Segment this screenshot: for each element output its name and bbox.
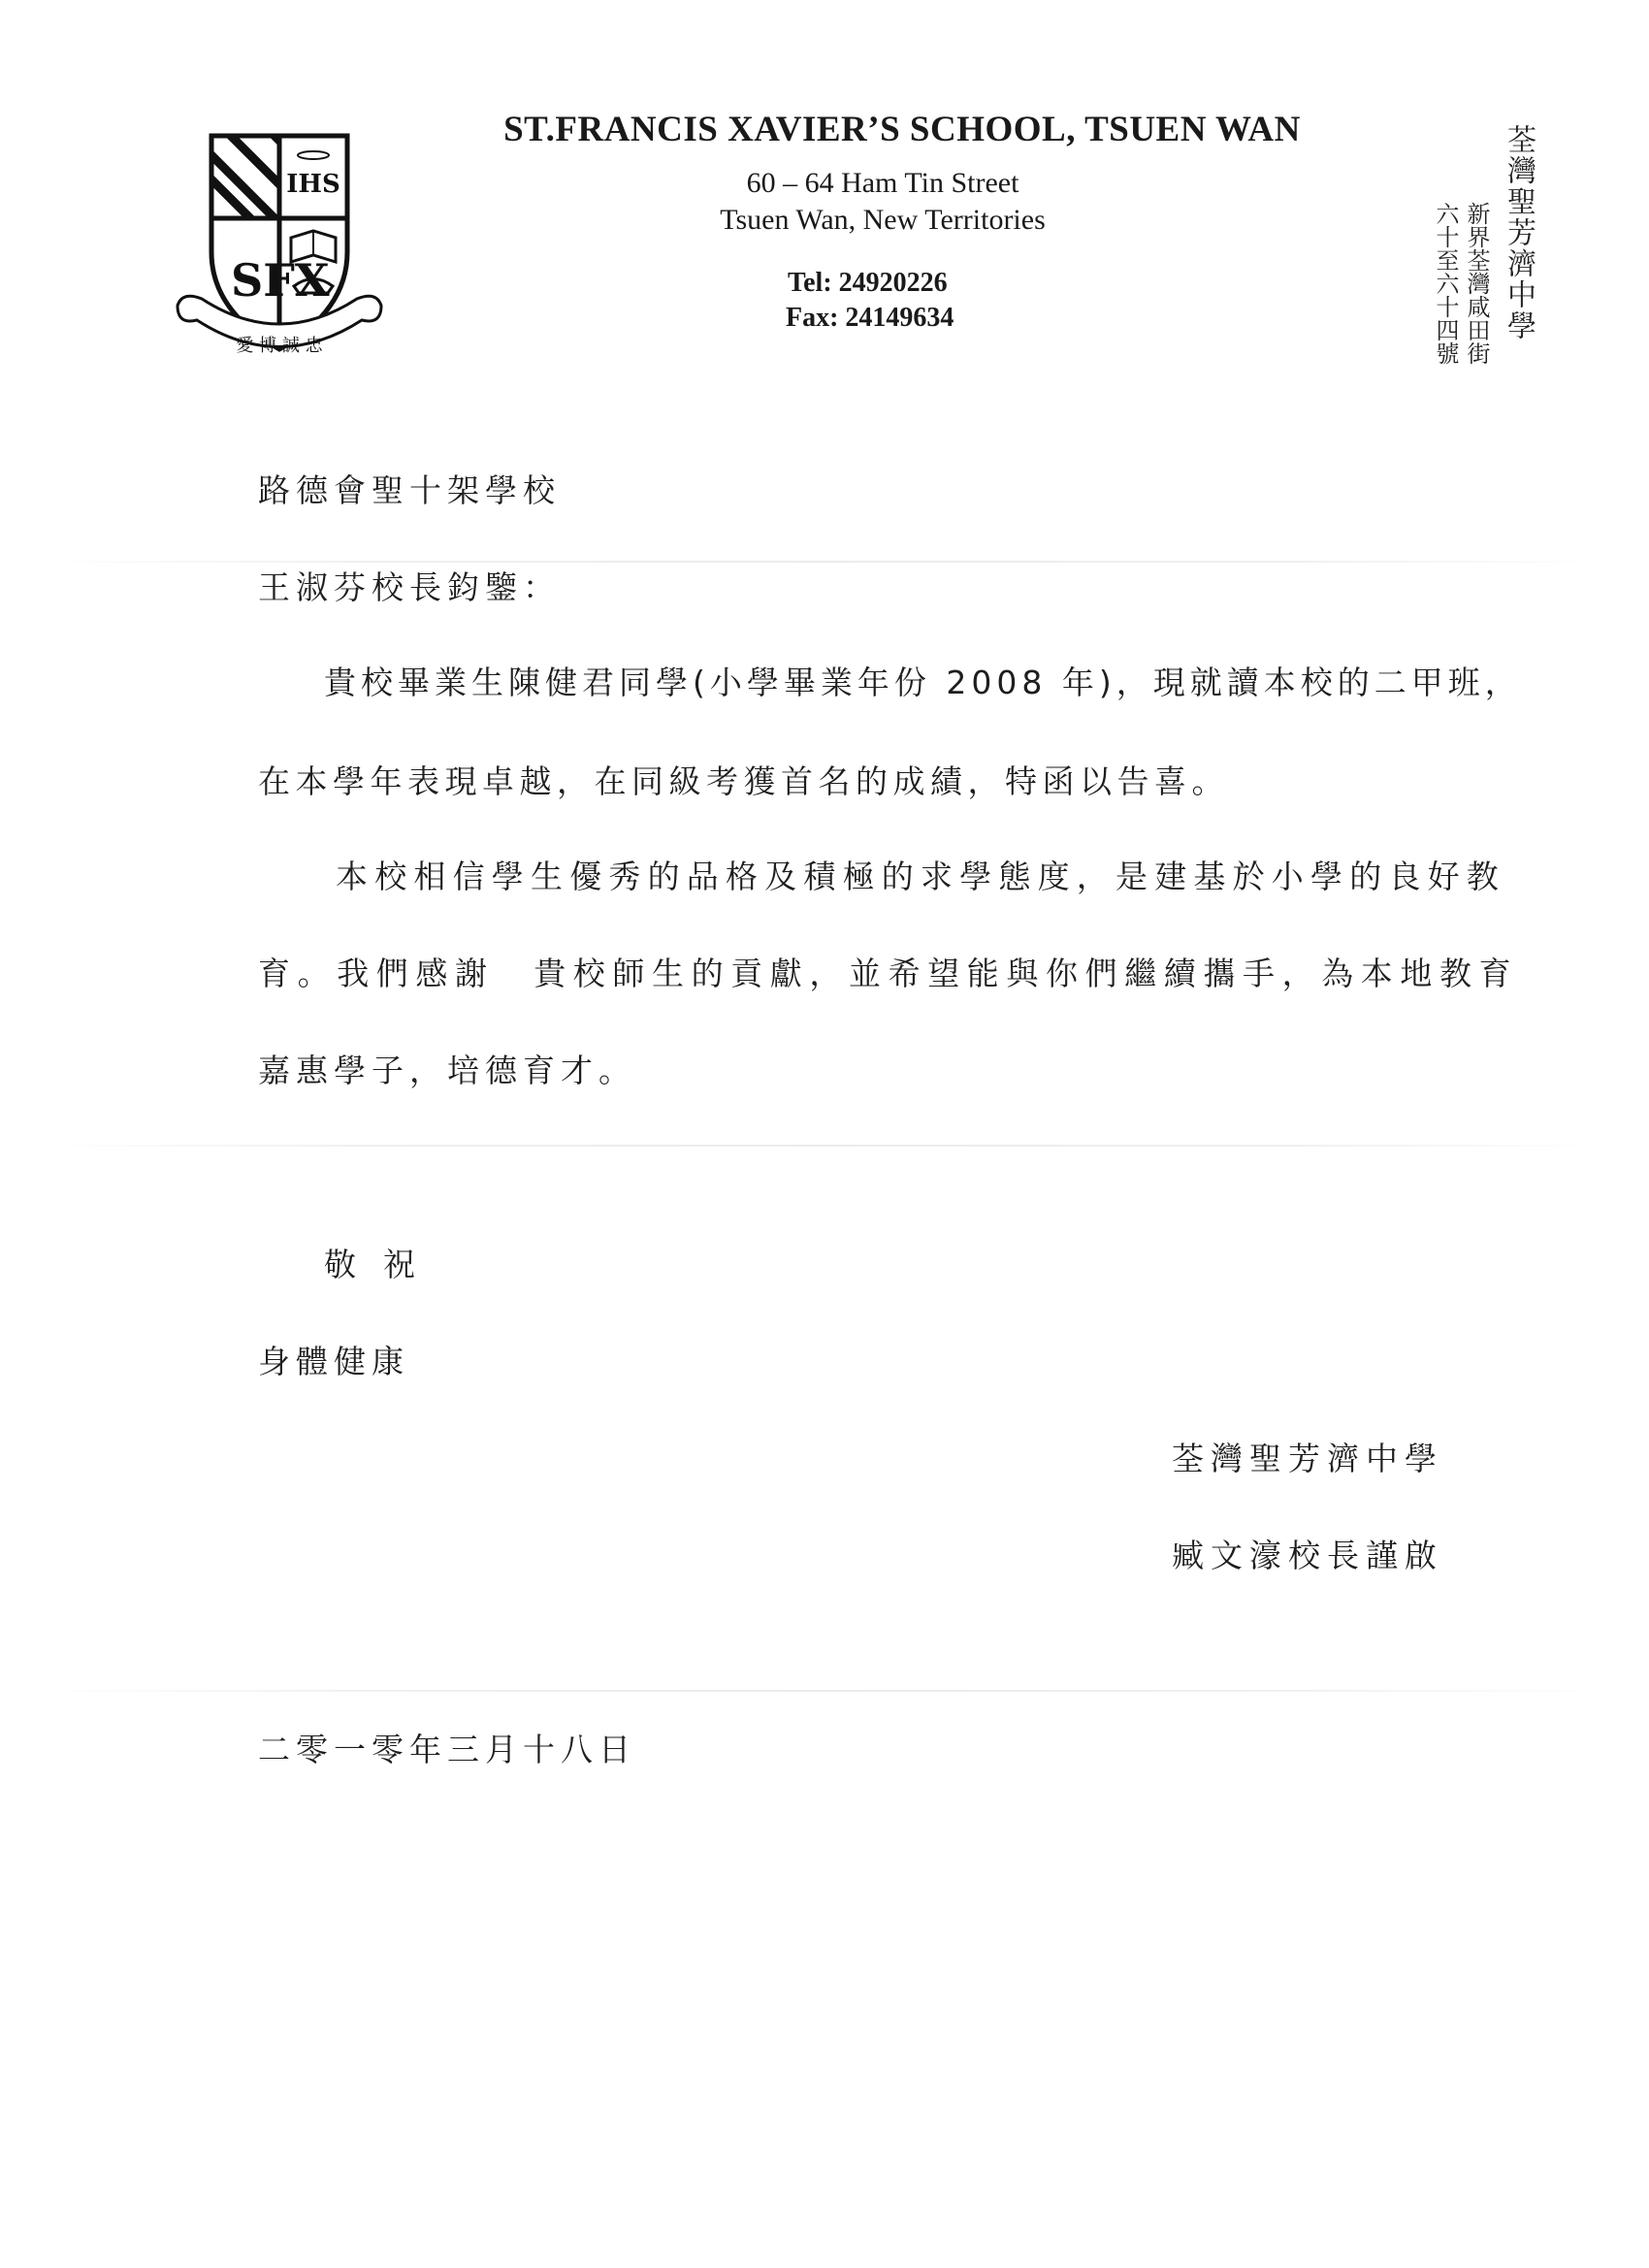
sender-school: 荃灣聖芳濟中學 xyxy=(1172,1440,1443,1477)
closing-wish: 身體健康 xyxy=(258,1343,409,1380)
body-paragraph-2-line-2: 育。我們感謝 貴校師生的貢獻，並希望能與你們繼續攜手，為本地教育 xyxy=(258,955,1519,992)
telephone: Tel: 24920226 xyxy=(788,268,948,298)
school-crest-icon xyxy=(173,126,386,369)
svg-text:愛 博 誠 忠: 愛 博 誠 忠 xyxy=(236,336,323,356)
sender-signature: 臧文濠校長謹啟 xyxy=(1172,1537,1443,1574)
salutation: 王淑芬校長鈞鑒： xyxy=(258,568,561,606)
scan-artifact-line xyxy=(39,1145,1610,1147)
scan-artifact-line xyxy=(39,1690,1610,1692)
letter-date: 二零一零年三月十八日 xyxy=(258,1731,636,1768)
svg-text:SFX: SFX xyxy=(231,254,330,307)
closing-greeting: 敬祝 xyxy=(324,1246,442,1283)
school-name-zh: 荃灣聖芳濟中學 xyxy=(1502,124,1536,341)
address-line-2: Tsuen Wan, New Territories xyxy=(720,204,1046,236)
body-paragraph-1-line-2: 在本學年表現卓越，在同級考獲首名的成績，特函以告喜。 xyxy=(258,762,1229,800)
address-line-1: 60 – 64 Ham Tin Street xyxy=(746,167,1019,199)
school-name-en: ST.FRANCIS XAVIER’S SCHOOL, TSUEN WAN xyxy=(503,110,1301,149)
recipient-school: 路德會聖十架學校 xyxy=(258,471,561,509)
body-paragraph-2-line-3: 嘉惠學子，培德育才。 xyxy=(258,1052,636,1089)
fax: Fax: 24149634 xyxy=(786,303,954,333)
body-paragraph-1-line-1: 貴校畢業生陳健君同學(小學畢業年份 2008 年)，現就讀本校的二甲班， xyxy=(324,664,1522,701)
address-zh-line-2: 六十至六十四號 xyxy=(1432,202,1459,365)
svg-text:IHS: IHS xyxy=(286,170,340,199)
body-paragraph-2-line-1: 本校相信學生優秀的品格及積極的求學態度，是建基於小學的良好教 xyxy=(336,858,1505,895)
address-zh-line-1: 新界荃灣咸田街 xyxy=(1463,202,1490,365)
